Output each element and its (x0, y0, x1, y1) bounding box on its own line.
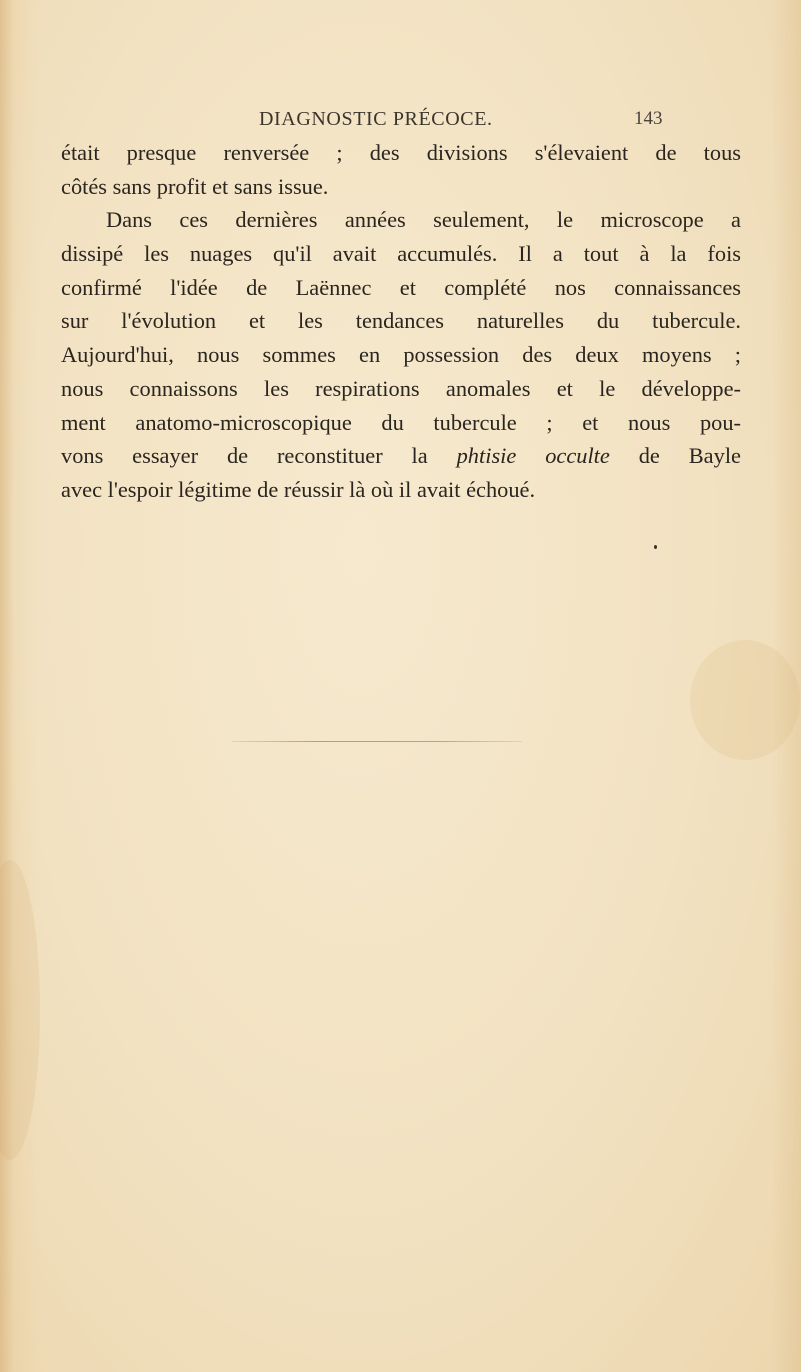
body-text (61, 136, 741, 507)
section-rule (232, 741, 522, 742)
paper-stain (0, 860, 40, 1160)
paper-stain (690, 640, 800, 760)
text-line: confirmé l'idée de Laënnec et complété nos connaissances (61, 274, 741, 300)
ink-speck (654, 545, 657, 549)
page-header (0, 108, 801, 134)
text-segment: vons essayer de reconstituer la (61, 443, 428, 469)
page-number: 143 (634, 108, 663, 129)
running-head: DIAGNOSTIC PRÉCOCE. (259, 108, 493, 130)
text-line: Dans ces dernières années seulement, le microscope a (106, 207, 741, 233)
text-line: ment anatomo-microscopique du tubercule ; et nous pou- (61, 409, 741, 435)
text-line: Aujourd'hui, nous sommes en possession des deux moyens ; (61, 342, 741, 368)
italic-term: phtisie occulte (456, 443, 610, 469)
text-line: côtés sans profit et sans issue. (61, 173, 329, 199)
text-line: nous connaissons les respirations anomales et le développe- (61, 375, 741, 401)
text-line: avec l'espoir légitime de réussir là où il avait échoué. (61, 476, 536, 502)
text-segment: de Bayle (638, 443, 741, 469)
text-line-mixed (61, 439, 741, 473)
text-line: sur l'évolution et les tendances naturelles du tubercule. (61, 308, 741, 334)
text-line: dissipé les nuages qu'il avait accumulés. Il a tout à la fois (61, 241, 741, 267)
text-line: était presque renversée ; des divisions s'élevaient de tous (61, 140, 741, 165)
